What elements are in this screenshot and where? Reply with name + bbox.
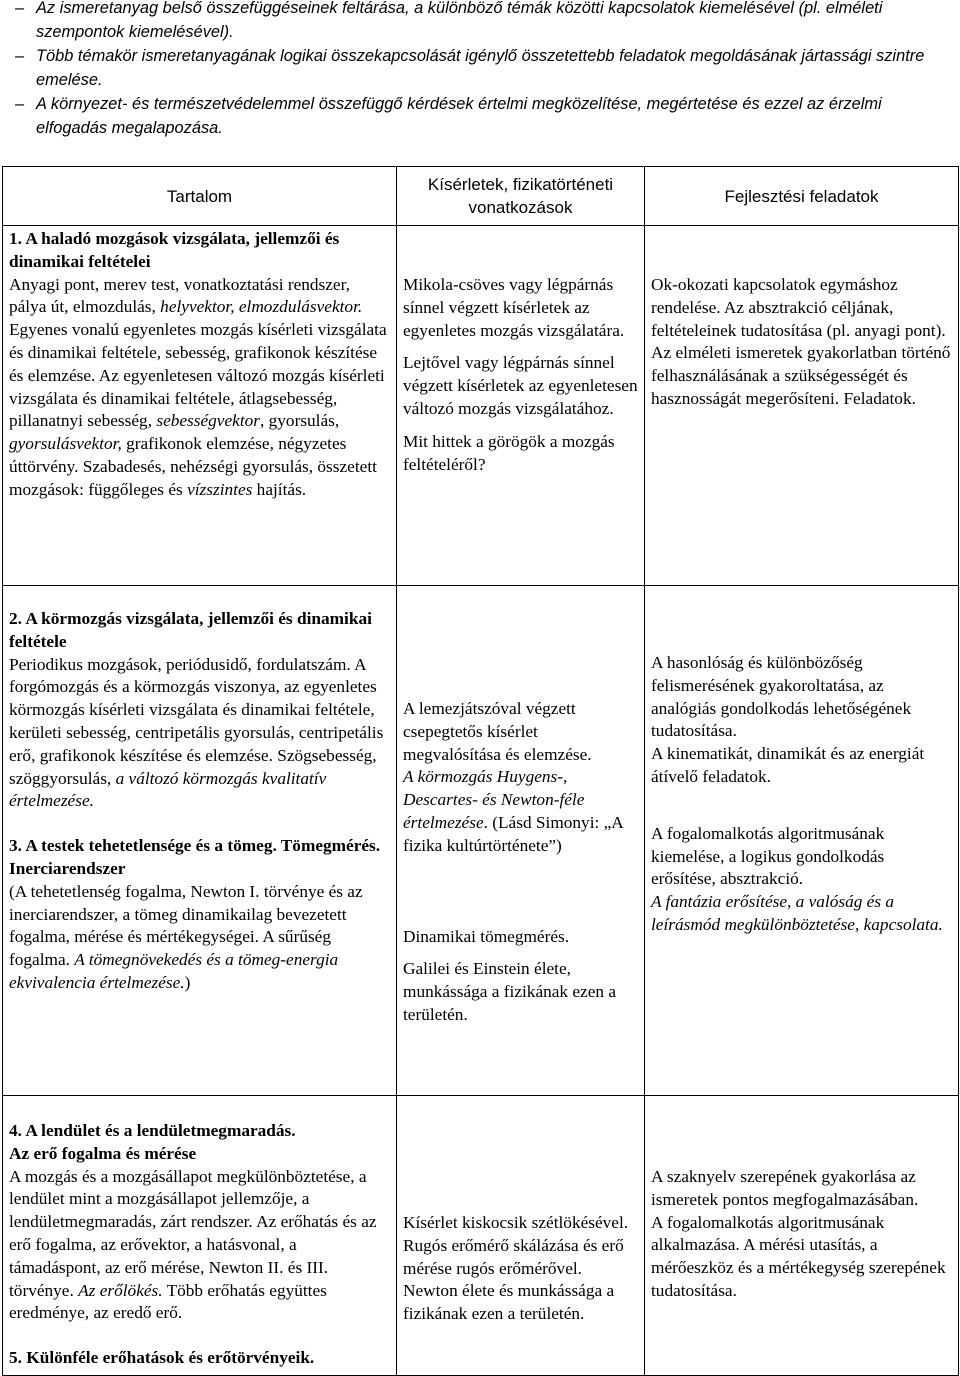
dash-icon: –	[15, 95, 25, 113]
text-run: (A tehetetlenség fogalma, Newton I. törvénye és az inerciarendszer, a tömeg dinamikailag bevezetett fogalma, mérése és mértékegységei. A sűrűség fogalma.	[9, 881, 363, 970]
experiment-text: Rugós erőmérő skálázása és erő mérése rugós erőmérővel.	[403, 1235, 624, 1278]
experiment-text	[403, 766, 638, 857]
topic-title: 5. Különféle erőhatások és erőtörvényeik.	[9, 1348, 315, 1368]
text-run: )	[184, 972, 191, 992]
text-run: hajítás.	[252, 479, 307, 499]
development-text: A fantázia erősítése, a valóság és a leírásmód megkülönböztetése, kapcsolata.	[651, 892, 943, 934]
italic-run: a változó körmozgás kvalitatív értelmezése.	[9, 768, 327, 811]
curriculum-table	[2, 166, 959, 1376]
header-experiments: Kísérletek, fizikatörténeti vonatkozások	[397, 167, 645, 226]
italic-run: A tömegnövekedés és a tömeg-energia ekvivalencia értelmezése.	[9, 950, 339, 992]
intro-item	[12, 92, 957, 140]
experiments-cell	[397, 226, 645, 586]
development-cell	[645, 1096, 959, 1376]
dash-icon: –	[15, 47, 25, 65]
experiment-text: Newton élete és munkássága a fizikának ezen a területén.	[403, 1281, 615, 1324]
experiment-text: Dinamikai tömegmérés.	[403, 926, 570, 946]
topic-text	[9, 1166, 390, 1326]
development-text: A hasonlóság és különbözőség felismerésének gyakoroltatása, az analógiás gondolkodás lehetőségének tudatosítása.	[651, 653, 912, 741]
topic-title: 3. A testek tehetetlensége és a tömeg. Tömegmérés. Inerciarendszer	[9, 836, 381, 878]
development-text: A fogalomalkotás algoritmusának kiemelése, a logikus gondolkodás erősítése, absztrakció.	[651, 823, 885, 889]
italic-run: vízszintes	[187, 479, 253, 499]
experiment-text: Galilei és Einstein élete, munkássága a fizikának ezen a területén.	[403, 959, 617, 1024]
text-run: Egyenes vonalú egyenletes mozgás kísérleti vizsgálata és dinamikai feltétele, sebesség, grafikonok készítése és elemzése. Az egyenletesen változó mozgás kísérleti vizsgálata és dinamikai feltétele, átlagsebesség, pillanatnyi sebesség,	[9, 320, 387, 431]
intro-text: Több témakör ismeretanyagának logikai összekapcsolását igénylő összetettebb feladatok megoldásának jártassági szintre emelése.	[36, 47, 925, 89]
header-content: Tartalom	[3, 167, 397, 226]
experiments-cell	[397, 586, 645, 1096]
header-development: Fejlesztési feladatok	[645, 167, 959, 226]
development-text: A fogalomalkotás algoritmusának alkalmazása. A mérési utasítás, a mérőeszköz és a mértékegység szerepének tudatosítása.	[651, 1212, 946, 1300]
experiment-text: A lemezjátszóval végzett csepegtetős kísérlet megvalósítása és elemzése.	[403, 699, 592, 764]
text-run: A mozgás és a mozgásállapot megkülönböztetése, a lendület mint a mozgásállapot jellemzője, a lendületmegmaradás, zárt rendszer. Az erőhatás és az erő fogalma, az erővektor, a hatásvonal, a támadáspont, az erő mérése, Newton II. és III. törvénye.	[9, 1166, 377, 1300]
text-run: , gyorsulás,	[260, 411, 340, 431]
topic-title: Az erő fogalma és mérése	[9, 1143, 197, 1163]
table-header-row	[3, 167, 959, 226]
dash-icon: –	[15, 0, 25, 17]
intro-text: A környezet- és természetvédelemmel összefüggő kérdések értelmi megközelítése, megértetése és ezzel az érzelmi elfogadás megalapozása.	[36, 95, 882, 137]
text-run: Anyagi pont, merev test, vonatkoztatási rendszer, pálya út, elmozdulás,	[9, 274, 350, 317]
intro-list	[12, 0, 957, 140]
experiment-text: Kísérlet kiskocsik szétlökésével.	[403, 1213, 629, 1232]
content-cell	[3, 586, 397, 1096]
topic-text	[9, 274, 390, 502]
table-row	[3, 586, 959, 1096]
experiment-text: Mit hittek a görögök a mozgás feltételéről?	[403, 431, 615, 474]
intro-item	[12, 44, 957, 92]
content-cell	[3, 226, 397, 586]
text-run: Több erőhatás együttes eredménye, az eredő erő.	[9, 1280, 327, 1323]
topic-title: 2. A körmozgás vizsgálata, jellemzői és dinamikai feltétele	[9, 609, 372, 651]
intro-text: Az ismeretanyag belső összefüggéseinek feltárása, a különböző témák közötti kapcsolatok kiemelésével (pl. elméleti szempontok kiemelésével).	[36, 0, 883, 41]
experiment-text: Mikola-csöves vagy légpárnás sínnel végzett kísérletek az egyenletes mozgás vizsgálatára.	[403, 275, 625, 340]
italic-run: Az erőlökés.	[78, 1280, 163, 1300]
topic-title: 1. A haladó mozgások vizsgálata, jellemzői és dinamikai feltételei	[9, 229, 340, 271]
development-text: A szaknyelv szerepének gyakorlása az ismeretek pontos megfogalmazásában.	[651, 1167, 919, 1209]
development-cell	[645, 586, 959, 1096]
experiment-text: Lejtővel vagy légpárnás sínnel végzett kísérletek az egyenletesen változó mozgás vizsgálatához.	[403, 353, 638, 418]
development-text: A kinematikát, dinamikát és az energiát átívelő feladatok.	[651, 744, 925, 786]
content-cell	[3, 1096, 397, 1376]
italic-run: gyorsulásvektor,	[9, 434, 122, 454]
development-text: Ok-okozati kapcsolatok egymáshoz rendelése. Az absztrakció céljának, feltételeinek tudatosítása (pl. anyagi pont). Az elméleti ismeretek gyakorlatban történő felhasználásának a szükségességét és hasznosságát megerősíteni. Feladatok.	[651, 275, 951, 408]
topic-title: 4. A lendület és a lendületmegmaradás.	[9, 1121, 296, 1140]
table-row	[3, 1096, 959, 1376]
experiments-cell	[397, 1096, 645, 1376]
intro-item	[12, 0, 957, 44]
topic-text	[9, 881, 390, 995]
italic-run: sebességvektor	[156, 411, 260, 431]
text-run: . (Lásd Simonyi: „A fizika kultúrtörténete”)	[403, 812, 623, 855]
italic-run: helyvektor, elmozdulásvektor.	[160, 297, 363, 317]
text-run: Periodikus mozgások, periódusidő, fordulatszám. A forgómozgás és a körmozgás viszonya, az egyenletes körmozgás kísérleti vizsgálata és dinamikai feltétele, kerületi sebesség, centripetális gyorsulás, centripetális erő, grafikonok készítése és elemzése. Szögsebesség, szöggyorsulás,	[9, 654, 384, 788]
development-cell	[645, 226, 959, 586]
topic-text	[9, 654, 390, 814]
italic-run: A körmozgás Huygens-, Descartes- és Newton-féle értelmezése	[403, 767, 585, 832]
table-row	[3, 226, 959, 586]
text-run: grafikonok elemzése, négyzetes úttörvény. Szabadesés, nehézségi gyorsulás, összetett mozgások: függőleges és	[9, 434, 377, 499]
